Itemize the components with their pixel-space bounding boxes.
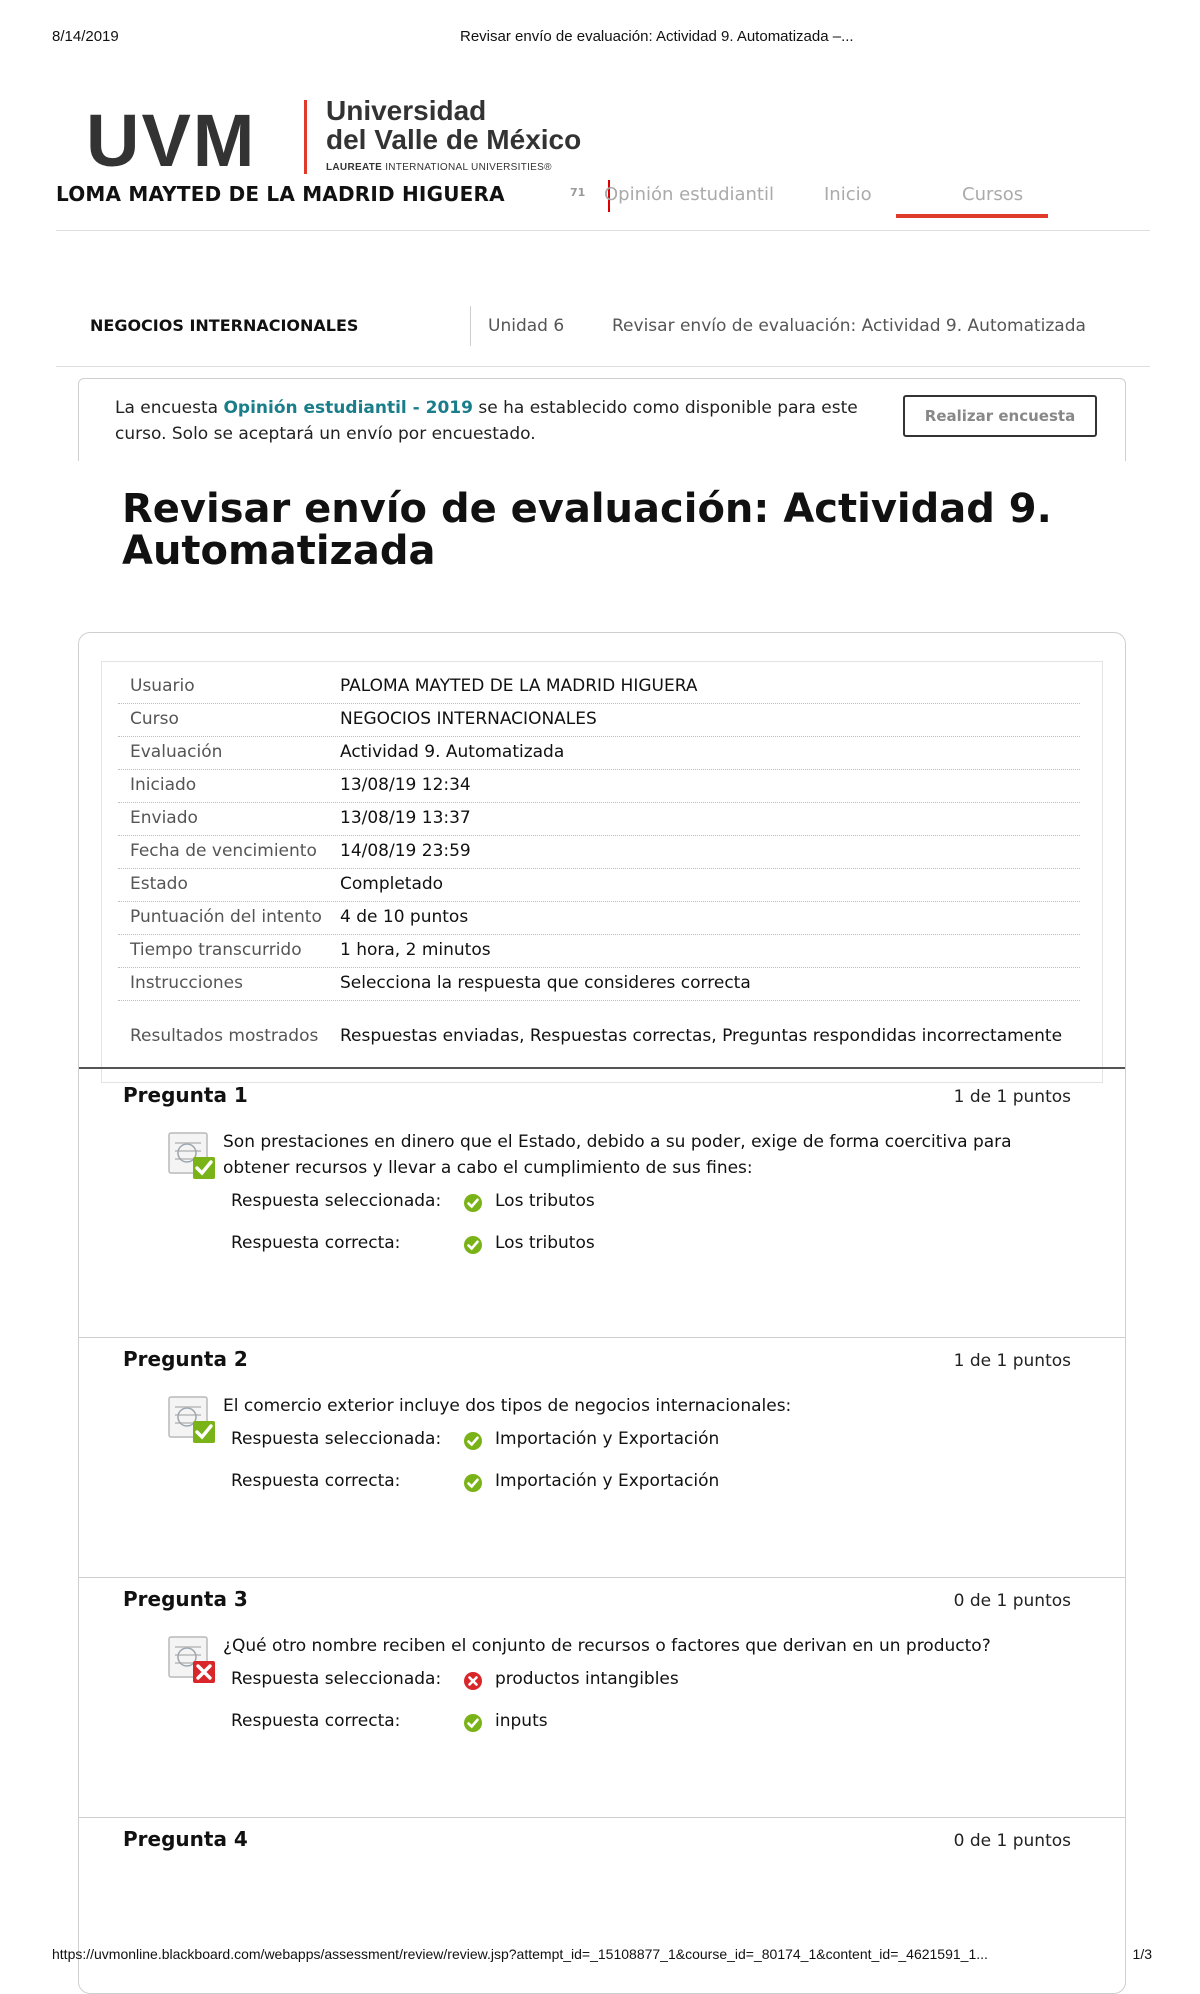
detail-row [118, 703, 1080, 737]
page-title: Revisar envío de evaluación: Actividad 9. Automatizada [122, 486, 1052, 574]
detail-value: 1 hora, 2 minutos [340, 940, 491, 960]
notification-badge[interactable]: 71 [570, 186, 586, 199]
print-page-number: 1/3 [1132, 1946, 1152, 1962]
detail-row [118, 901, 1080, 935]
detail-label: Estado [130, 874, 188, 894]
top-navigation [56, 180, 1150, 231]
detail-value: Selecciona la respuesta que consideres correcta [340, 973, 751, 993]
breadcrumb [56, 306, 1150, 367]
detail-label: Curso [130, 709, 179, 729]
survey-banner-text [115, 395, 875, 447]
check-icon [463, 1235, 483, 1255]
nav-inicio[interactable]: Inicio [824, 184, 872, 205]
check-icon [463, 1713, 483, 1733]
breadcrumb-unit[interactable]: Unidad 6 [488, 316, 565, 336]
uvm-logo[interactable] [86, 95, 586, 184]
detail-row [118, 670, 1080, 704]
banner-pre: La encuesta [115, 398, 224, 418]
logo-divider [304, 100, 307, 174]
detail-value: 14/08/19 23:59 [340, 841, 471, 861]
answer-value: Los tributos [495, 1191, 595, 1211]
question-block [79, 1577, 1125, 1818]
detail-value: 13/08/19 12:34 [340, 775, 471, 795]
answer-value: productos intangibles [495, 1669, 679, 1689]
detail-row [118, 868, 1080, 902]
question-incorrect-icon [167, 1633, 219, 1685]
take-survey-button[interactable]: Realizar encuesta [903, 395, 1097, 437]
answer-label: Respuesta seleccionada: [231, 1191, 442, 1211]
detail-label: Iniciado [130, 775, 197, 795]
answer-value: Importación y Exportación [495, 1429, 720, 1449]
logo-name-line1: Universidad [326, 95, 487, 126]
logo-sub-rest: INTERNATIONAL UNIVERSITIES® [382, 162, 552, 173]
breadcrumb-course[interactable]: NEGOCIOS INTERNACIONALES [90, 316, 359, 335]
attempt-details [101, 661, 1103, 1083]
question-text: El comercio exterior incluye dos tipos de negocios internacionales: [223, 1396, 792, 1416]
detail-label: Evaluación [130, 742, 223, 762]
answer-label: Respuesta correcta: [231, 1711, 401, 1731]
detail-value: Respuestas enviadas, Respuestas correctas, Preguntas respondidas incorrectamente [340, 1026, 1063, 1046]
details-divider [79, 1067, 1125, 1069]
answer-label: Respuesta seleccionada: [231, 1429, 442, 1449]
question-points: 0 de 1 puntos [953, 1831, 1071, 1851]
detail-row [118, 835, 1080, 869]
banner-post: se ha establecido como disponible para este curso. Solo se aceptará un envío por encuestado. [115, 398, 858, 444]
answer-label: Respuesta correcta: [231, 1233, 401, 1253]
detail-row [118, 1020, 1080, 1053]
question-text: Son prestaciones en dinero que el Estado, debido a su poder, exige de forma coercitiva para obtener recursos y llevar a cabo el cumplimiento de sus fines: [223, 1132, 1012, 1178]
detail-row [118, 769, 1080, 803]
detail-value: 13/08/19 13:37 [340, 808, 471, 828]
question-correct-icon [167, 1393, 219, 1445]
question-title: Pregunta 2 [123, 1347, 248, 1371]
detail-label: Puntuación del intento [130, 907, 322, 927]
print-title: Revisar envío de evaluación: Actividad 9. Automatizada –... [460, 28, 854, 45]
print-header [0, 28, 1200, 50]
check-icon [463, 1193, 483, 1213]
active-tab-indicator [896, 214, 1048, 218]
question-title: Pregunta 1 [123, 1083, 248, 1107]
question-points: 1 de 1 puntos [953, 1351, 1071, 1371]
breadcrumb-current-page: Revisar envío de evaluación: Actividad 9. Automatizada [612, 316, 1086, 336]
print-url: https://uvmonline.blackboard.com/webapps/assessment/review/review.jsp?attempt_id=_15108877_1&course_id=_80174_1&content_id=_4621591_1... [52, 1946, 988, 1962]
answer-value: Los tributos [495, 1233, 595, 1253]
detail-value: NEGOCIOS INTERNACIONALES [340, 709, 597, 729]
print-footer [0, 1946, 1200, 1968]
nav-opinion-estudiantil[interactable]: Opinión estudiantil [604, 184, 774, 205]
logo-sub-bold: LAUREATE [326, 162, 383, 173]
question-block [79, 1073, 1125, 1338]
review-card [78, 632, 1126, 1994]
check-icon [463, 1473, 483, 1493]
detail-label: Instrucciones [130, 973, 243, 993]
user-name[interactable]: LOMA MAYTED DE LA MADRID HIGUERA [56, 182, 505, 206]
logo-name-line2: del Valle de México [326, 124, 582, 155]
detail-value: PALOMA MAYTED DE LA MADRID HIGUERA [340, 676, 698, 696]
logo-subtitle [326, 162, 552, 173]
print-date: 8/14/2019 [52, 28, 119, 45]
question-points: 1 de 1 puntos [953, 1087, 1071, 1107]
detail-label: Fecha de vencimiento [130, 841, 317, 861]
detail-label: Usuario [130, 676, 195, 696]
detail-value: Completado [340, 874, 444, 894]
survey-link[interactable]: Opinión estudiantil - 2019 [223, 398, 473, 418]
question-block [79, 1337, 1125, 1578]
detail-row [118, 736, 1080, 770]
detail-label: Resultados mostrados [130, 1026, 319, 1046]
answer-value: inputs [495, 1711, 548, 1731]
detail-label: Enviado [130, 808, 198, 828]
check-icon [463, 1431, 483, 1451]
detail-row [118, 934, 1080, 968]
answer-label: Respuesta correcta: [231, 1471, 401, 1491]
question-title: Pregunta 3 [123, 1587, 248, 1611]
detail-row [118, 967, 1080, 1001]
detail-label: Tiempo transcurrido [130, 940, 302, 960]
answer-label: Respuesta seleccionada: [231, 1669, 442, 1689]
detail-value: Actividad 9. Automatizada [340, 742, 565, 762]
logo-university-name [326, 96, 581, 154]
question-title: Pregunta 4 [123, 1827, 248, 1851]
detail-row [118, 802, 1080, 836]
question-correct-icon [167, 1129, 219, 1181]
detail-value: 4 de 10 puntos [340, 907, 469, 927]
question-text: ¿Qué otro nombre reciben el conjunto de recursos o factores que derivan en un producto? [223, 1636, 991, 1656]
nav-cursos[interactable]: Cursos [962, 184, 1024, 205]
logo-mark: UVM [86, 99, 257, 182]
survey-banner [78, 378, 1126, 461]
cross-icon [463, 1671, 483, 1691]
breadcrumb-divider [470, 306, 471, 346]
question-points: 0 de 1 puntos [953, 1591, 1071, 1611]
answer-value: Importación y Exportación [495, 1471, 720, 1491]
